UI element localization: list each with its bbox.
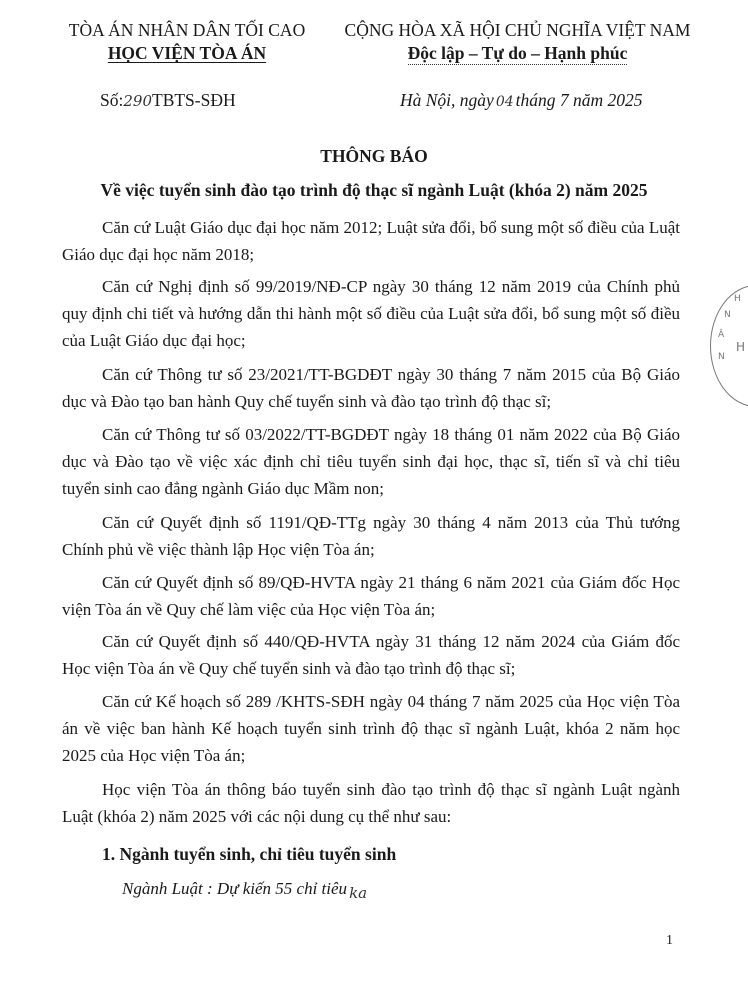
paragraph-4: Căn cứ Thông tư số 03/2022/TT-BGDĐT ngày 18 tháng 01 năm 2022 của Bộ Giáo dục và Đào tạo về việc xác định chỉ tiêu tuyển sinh đại học, thạc sĩ, tiến sĩ và chỉ tiêu tuyển sinh cao đẳng ngành Giáo dục Mầm non; <box>62 425 680 498</box>
paragraph-9: Học viện Tòa án thông báo tuyển sinh đào tạo trình độ thạc sĩ ngành Luật ngành Luật (khóa 2) năm 2025 với các nội dung cụ thể như sau: <box>62 780 680 826</box>
date-suffix: tháng 7 năm 2025 <box>515 90 643 110</box>
national-motto <box>330 43 705 64</box>
page-number: 1 <box>666 933 673 948</box>
institution-name-text: HỌC VIỆN TÒA ÁN <box>107 43 267 63</box>
doc-number-suffix: TBTS-SĐH <box>152 90 236 110</box>
paragraph-8: Căn cứ Kế hoạch số 289 /KHTS-SĐH ngày 04 tháng 7 năm 2025 của Học viện Tòa án về việc ban hành Kế hoạch tuyển sinh trình độ thạc sĩ ngành Luật, khóa 2 năm học 2025 của Học viện Tòa án; <box>62 692 680 765</box>
section-1-line-text: Ngành Luật : Dự kiến 55 chỉ tiêu <box>122 879 348 898</box>
section-1-line <box>122 879 368 902</box>
institution-name <box>62 43 312 64</box>
handwritten-initials: ka <box>349 884 368 902</box>
paragraph-6: Căn cứ Quyết định số 89/QĐ-HVTA ngày 21 tháng 6 năm 2021 của Giám đốc Học viện Tòa án về Quy chế làm việc của Học viện Tòa án; <box>62 573 680 619</box>
doc-subtitle: Về việc tuyển sinh đào tạo trình độ thạc sĩ ngành Luật (khóa 2) năm 2025 <box>100 180 648 200</box>
paragraph-1: Căn cứ Luật Giáo dục đại học năm 2012; Luật sửa đổi, bổ sung một số điều của Luật Giáo dục đại học năm 2018; <box>62 218 680 264</box>
paragraph-3: Căn cứ Thông tư số 23/2021/TT-BGDĐT ngày 30 tháng 7 năm 2015 của Bộ Giáo dục và Đào tạo ban hành Quy chế tuyển sinh và đào tạo trình độ thạc sĩ; <box>62 365 680 411</box>
paragraph-2: Căn cứ Nghị định số 99/2019/NĐ-CP ngày 30 tháng 12 năm 2019 của Chính phủ quy định chi tiết và hướng dẫn thi hành một số điều của Luật sửa đổi, bổ sung một số điều của Luật Giáo dục đại học; <box>62 277 680 350</box>
stamp-letter-4: N <box>718 352 725 362</box>
agency-name: TÒA ÁN NHÂN DÂN TỐI CAO <box>68 20 306 40</box>
paragraph-7: Căn cứ Quyết định số 440/QĐ-HVTA ngày 31 tháng 12 năm 2024 của Giám đốc Học viện Tòa án về Quy chế tuyển sinh và đào tạo trình độ thạc sĩ; <box>62 632 680 678</box>
stamp-letter-3: Â <box>718 330 725 340</box>
stamp-letter-2: N <box>724 310 731 320</box>
stamp-letter-1: H <box>734 294 741 304</box>
doc-date <box>400 90 643 111</box>
national-title: CỘNG HÒA XÃ HỘI CHỦ NGHĨA VIỆT NAM <box>344 20 691 40</box>
doc-title: THÔNG BÁO <box>320 146 428 166</box>
paragraph-5: Căn cứ Quyết định số 1191/QĐ-TTg ngày 30 tháng 4 năm 2013 của Thủ tướng Chính phủ về việc thành lập Học viện Tòa án; <box>62 513 680 559</box>
section-1-heading: 1. Ngành tuyển sinh, chỉ tiêu tuyển sinh <box>102 844 397 864</box>
stamp-letter-5: H <box>736 340 746 354</box>
doc-number-prefix: Số: <box>100 90 124 110</box>
national-motto-text: Độc lập – Tự do – Hạnh phúc <box>407 43 628 63</box>
doc-number <box>100 90 236 111</box>
date-day-handwritten: 04 <box>495 94 514 110</box>
doc-number-handwritten: 290 <box>123 92 152 110</box>
date-prefix: Hà Nội, ngày <box>400 90 494 110</box>
official-stamp <box>710 280 748 410</box>
